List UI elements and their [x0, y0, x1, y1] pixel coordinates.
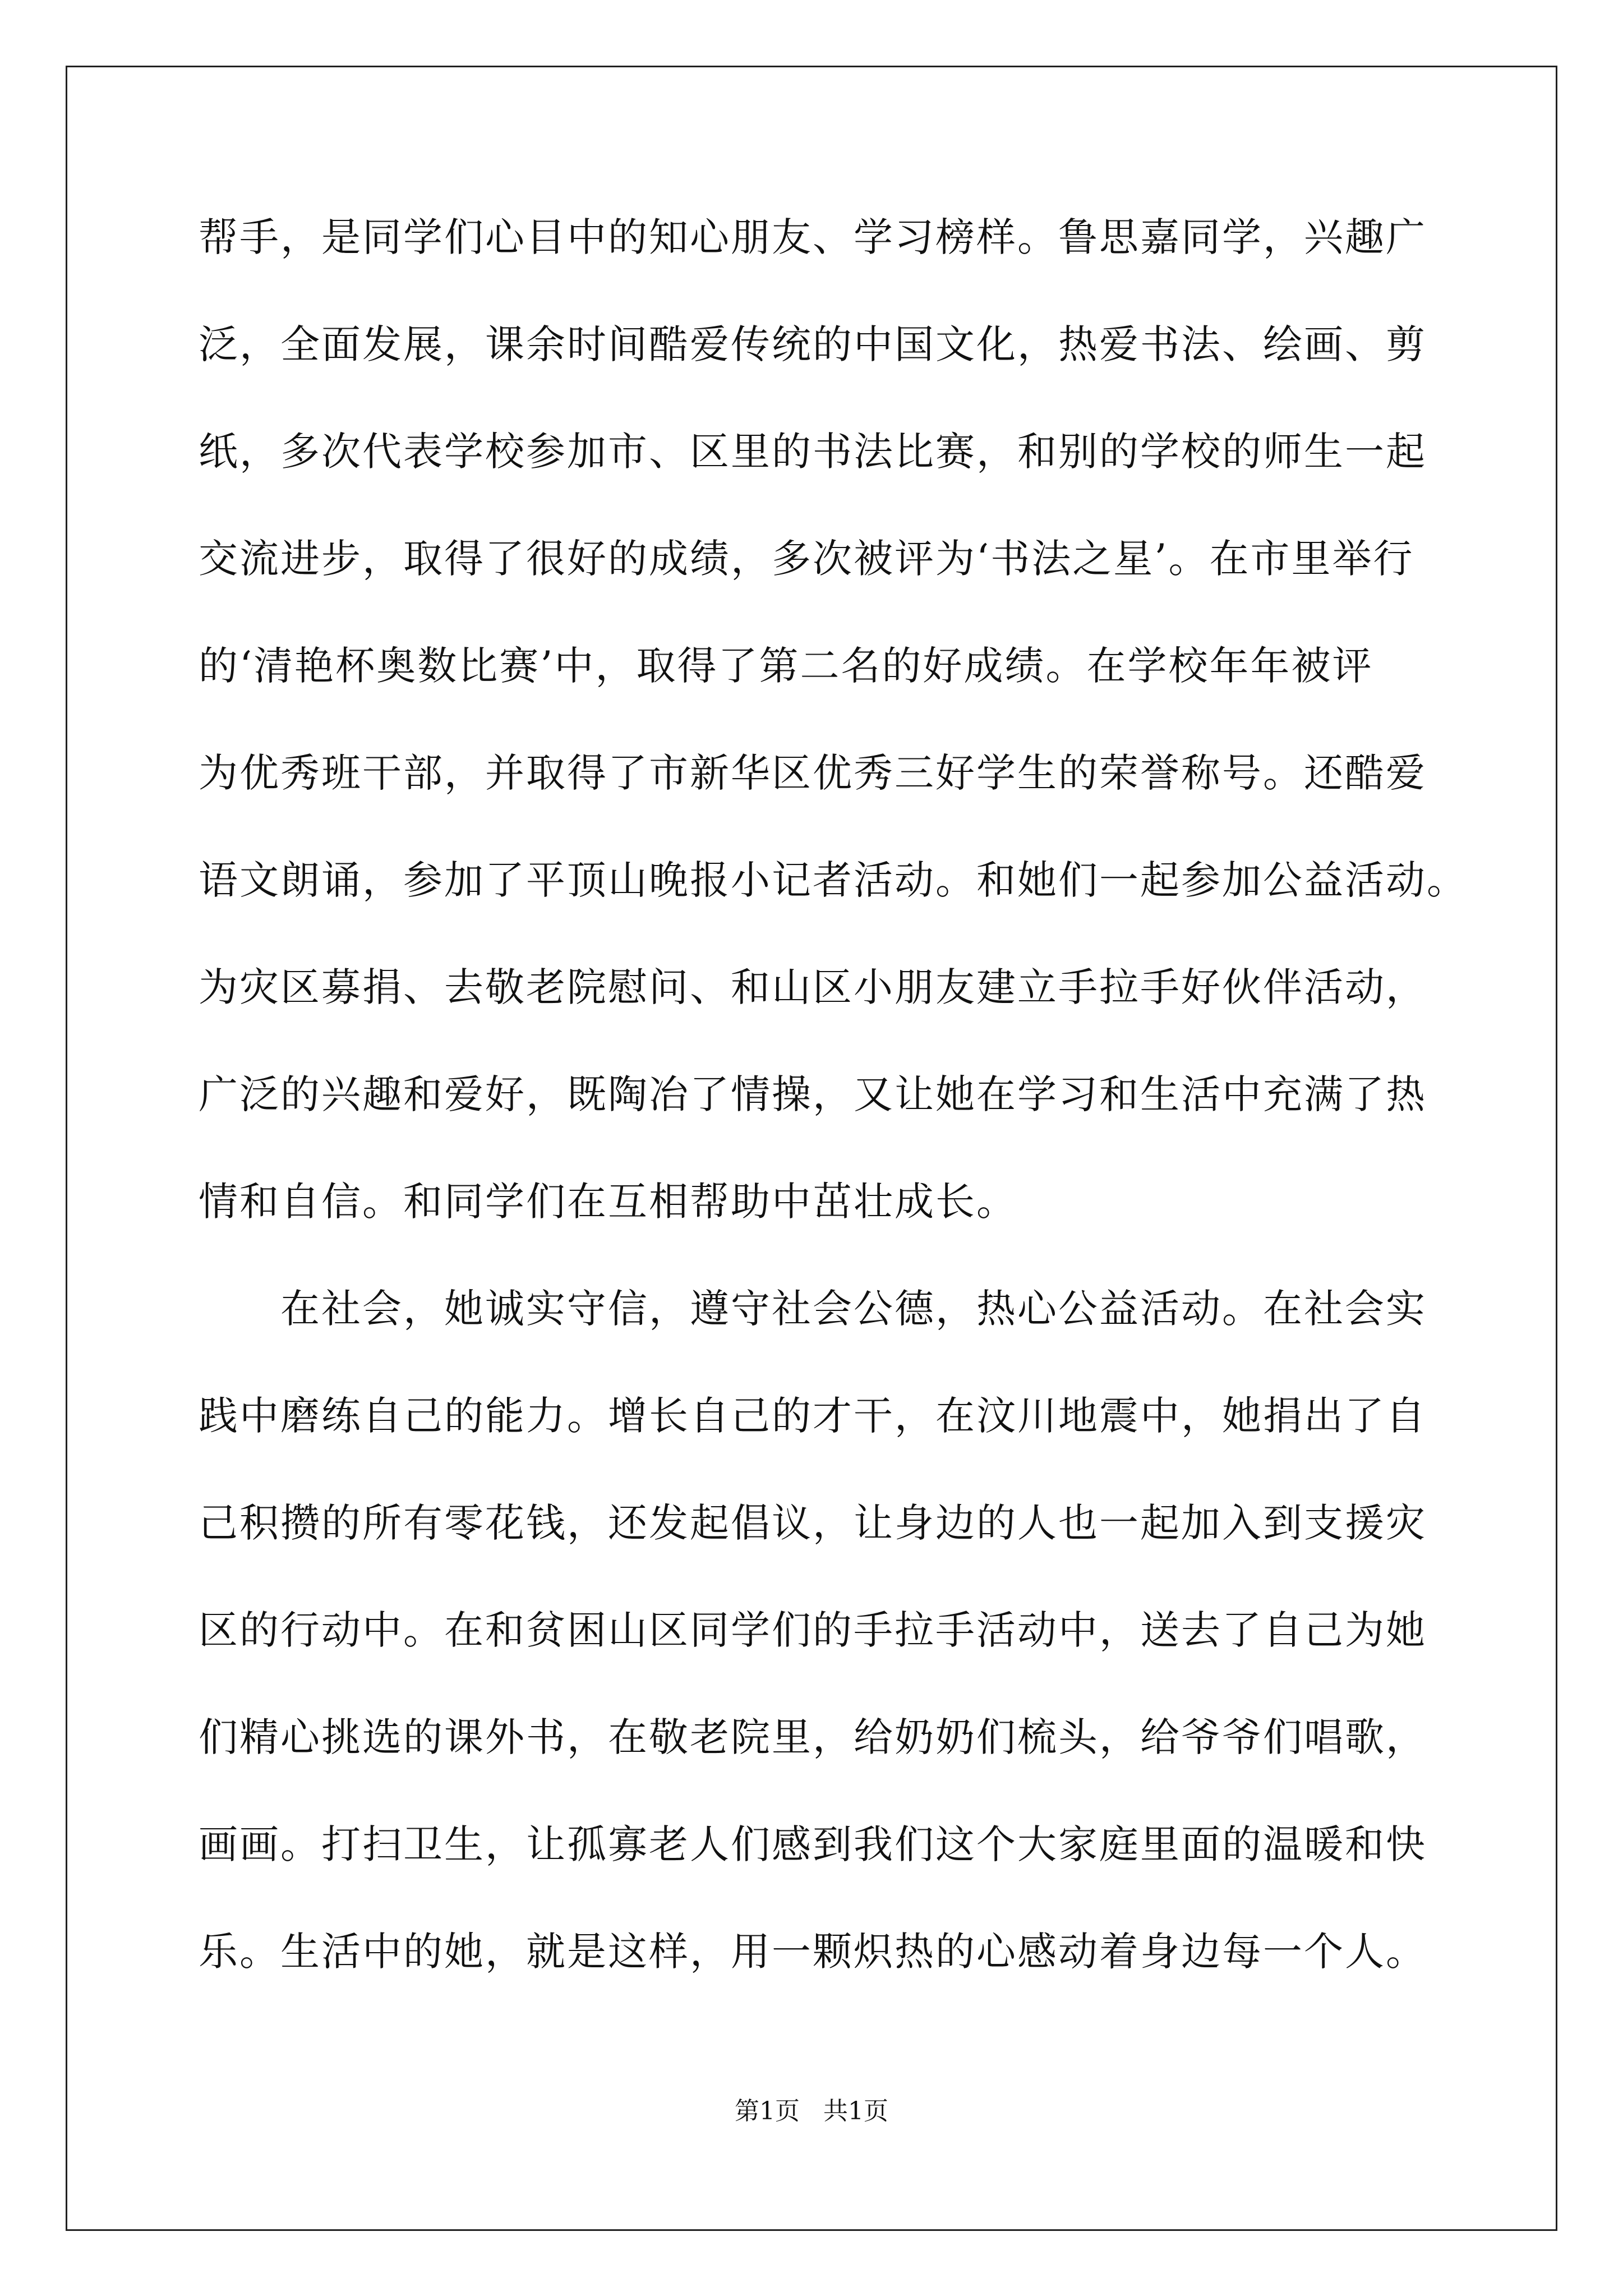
- text-line: 们精心挑选的课外书，在敬老院里，给奶奶们梳头，给爷爷们唱歌，: [199, 1714, 1427, 1760]
- page-footer: [0, 2096, 1623, 2127]
- text-line: 己积攒的所有零花钱，还发起倡议，让身边的人也一起加入到支援灾: [199, 1500, 1427, 1546]
- page-border: [66, 66, 1557, 2231]
- text-line: 乐。生活中的她，就是这样，用一颗炽热的心感动着身边每一个人。: [199, 1929, 1427, 1975]
- text-line: 画画。打扫卫生，让孤寡老人们感到我们这个大家庭里面的温暖和快: [199, 1821, 1427, 1867]
- text-line: 为优秀班干部，并取得了市新华区优秀三好学生的荣誉称号。还酷爱: [199, 750, 1427, 796]
- page-number: 第1页: [735, 2097, 800, 2125]
- text-line: 交流进步，取得了很好的成绩，多次被评为‘书法之星’。在市里举行: [199, 536, 1414, 582]
- text-line: 践中磨练自己的能力。增长自己的才干，在汶川地震中，她捐出了自: [199, 1393, 1427, 1439]
- text-line: 广泛的兴趣和爱好，既陶冶了情操，又让她在学习和生活中充满了热: [199, 1071, 1427, 1117]
- page-total: 共1页: [823, 2097, 888, 2125]
- text-line: 纸，多次代表学校参加市、区里的书法比赛，和别的学校的师生一起: [199, 429, 1427, 475]
- text-line: 情和自信。和同学们在互相帮助中茁壮成长。: [199, 1179, 1017, 1225]
- text-line: 的‘清艳杯奥数比赛’中，取得了第二名的好成绩。在学校年年被评: [199, 643, 1373, 689]
- text-line: 帮手，是同学们心目中的知心朋友、学习榜样。鲁思嘉同学，兴趣广: [199, 214, 1427, 260]
- text-line: 区的行动中。在和贫困山区同学们的手拉手活动中，送去了自己为她: [199, 1607, 1427, 1653]
- text-line: 泛，全面发展，课余时间酷爱传统的中国文化，热爱书法、绘画、剪: [199, 321, 1427, 367]
- text-line: 为灾区募捐、去敬老院慰问、和山区小朋友建立手拉手好伙伴活动，: [199, 964, 1427, 1010]
- paragraph-first-line: 在社会，她诚实守信，遵守社会公德，热心公益活动。在社会实: [280, 1286, 1427, 1332]
- text-line: 语文朗诵，参加了平顶山晚报小记者活动。和她们一起参加公益活动。: [199, 857, 1468, 903]
